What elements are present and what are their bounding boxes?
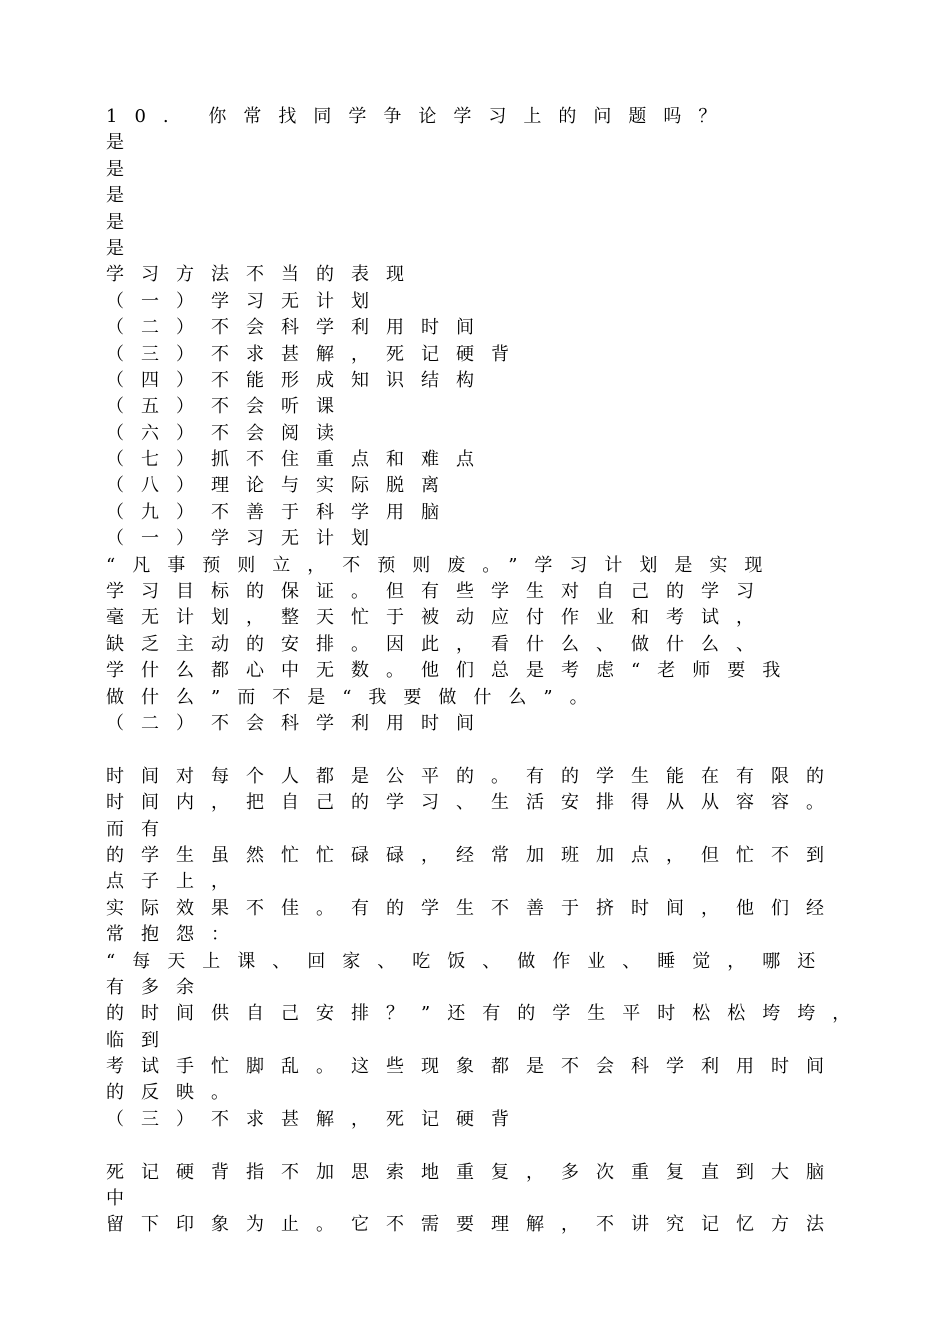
- paragraph-line: 临到: [106, 1029, 176, 1051]
- list-item: （五）不会听课: [106, 396, 351, 418]
- question-line: 10. 你常找同学争论学习上的问题吗？: [106, 106, 734, 127]
- document-body: [106, 104, 906, 1239]
- list-item: （八）理论与实际脱离: [106, 475, 456, 497]
- blank-line: [106, 1133, 906, 1159]
- paragraph-line: 时间内，把自己的学习、生活安排得从从容容。: [106, 792, 841, 814]
- list-item: （二）不会科学利用时间: [106, 317, 491, 339]
- paragraph-line: 有多余: [106, 976, 211, 998]
- paragraph-line: 的时间供自己安排？”还有的学生平时松松垮垮，: [106, 1003, 868, 1025]
- answer-line: 是: [106, 158, 141, 180]
- paragraph-line: 毫无计划，整天忙于被动应付作业和考试，: [106, 607, 771, 629]
- paragraph-line: “凡事预则立，不预则废。”学习计划是实现: [106, 554, 780, 576]
- answer-line: 是: [106, 211, 141, 233]
- section-heading: 学习方法不当的表现: [106, 264, 421, 286]
- paragraph-line: 的学生虽然忙忙碌碌，经常加班加点，但忙不到: [106, 844, 841, 866]
- blank-line: [106, 737, 906, 763]
- paragraph-line: 做什么”而不是“我要做什么”。: [106, 686, 605, 708]
- paragraph-line: 时间对每个人都是公平的。有的学生能在有限的: [106, 765, 841, 787]
- paragraph-line: 实际效果不佳。有的学生不善于挤时间，他们经: [106, 897, 841, 919]
- list-item: （四）不能形成知识结构: [106, 369, 491, 391]
- list-item: （一）学习无计划: [106, 290, 386, 312]
- paragraph-line: 学什么都心中无数。他们总是考虑“老师要我: [106, 660, 798, 682]
- paragraph-line: 而有: [106, 818, 176, 840]
- list-item: （六）不会阅读: [106, 422, 351, 444]
- paragraph-line: 死记硬背指不加思索地重复，多次重复直到大脑: [106, 1161, 841, 1183]
- paragraph-line: 点子上，: [106, 871, 246, 893]
- paragraph-line: 学习目标的保证。但有些学生对自己的学习: [106, 581, 771, 603]
- paragraph-line: 缺乏主动的安排。因此，看什么、做什么、: [106, 633, 771, 655]
- paragraph-line: 的反映。: [106, 1082, 246, 1104]
- answer-line: 是: [106, 132, 141, 154]
- paragraph-line: 考试手忙脚乱。这些现象都是不会科学利用时间: [106, 1056, 841, 1078]
- subsection-heading: （三）不求甚解，死记硬背: [106, 1108, 526, 1130]
- subsection-heading: （二）不会科学利用时间: [106, 712, 491, 734]
- answer-line: 是: [106, 185, 141, 207]
- subsection-heading: （一）学习无计划: [106, 528, 386, 550]
- list-item: （三）不求甚解，死记硬背: [106, 343, 526, 365]
- paragraph-line: 留下印象为止。它不需要理解，不讲究记忆方法: [106, 1214, 841, 1236]
- paragraph-line: 中: [106, 1188, 141, 1210]
- paragraph-line: “每天上课、回家、吃饭、做作业、睡觉，哪还: [106, 950, 833, 972]
- paragraph-line: 常抱怨：: [106, 924, 246, 946]
- list-item: （七）抓不住重点和难点: [106, 449, 491, 471]
- list-item: （九）不善于科学用脑: [106, 501, 456, 523]
- answer-line: 是: [106, 237, 141, 259]
